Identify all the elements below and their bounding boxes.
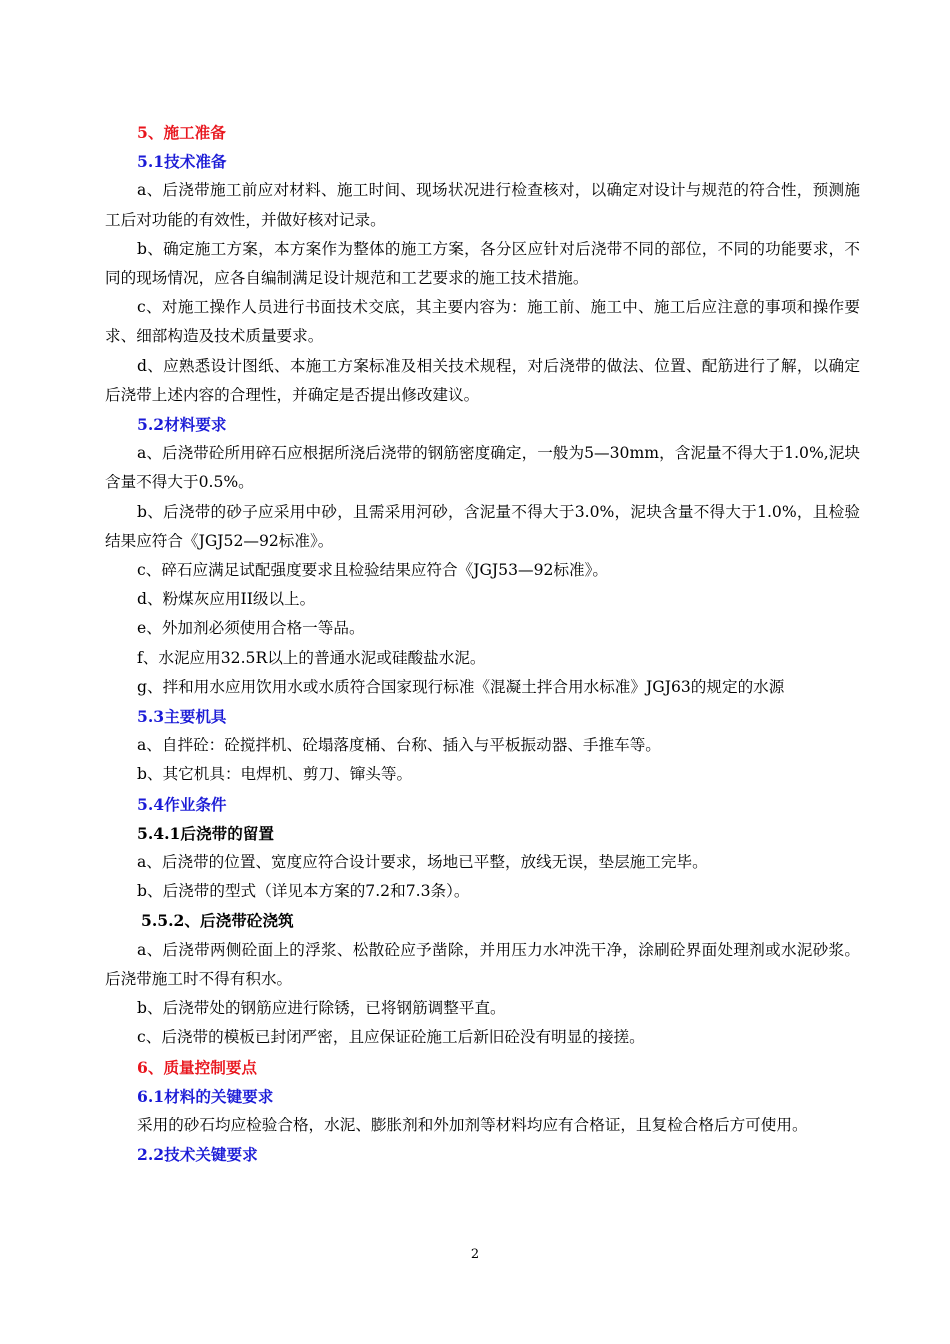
paragraph: a、后浇带的位置、宽度应符合设计要求，场地已平整，放线无误，垫层施工完毕。 xyxy=(137,853,708,872)
paragraph: e、外加剂必须使用合格一等品。 xyxy=(137,619,365,638)
paragraph: b、确定施工方案，本方案作为整体的施工方案，各分区应针对后浇带不同的部位，不同的功能要求，不同的现场情况，应各自编制满足设计规范和工艺要求的施工技术措施。 xyxy=(105,239,860,288)
document-body xyxy=(105,118,860,1169)
paragraph: f、水泥应用32.5R以上的普通水泥或硅酸盐水泥。 xyxy=(137,648,486,667)
paragraph: c、后浇带的模板已封闭严密，且应保证砼施工后新旧砼没有明显的接搓。 xyxy=(137,1028,645,1047)
paragraph: a、后浇带砼所用碎石应根据所浇后浇带的钢筋密度确定，一般为5—30mm，含泥量不得大于1.0%,泥块含量不得大于0.5%。 xyxy=(105,444,860,492)
paragraph: b、后浇带的砂子应采用中砂，且需采用河砂，含泥量不得大于3.0%，泥块含量不得大于1.0%，且检验结果应符合《JGJ52—92标准》。 xyxy=(105,502,860,550)
subsection-heading: 5.1技术准备 xyxy=(137,152,227,172)
paragraph: g、拌和用水应用饮用水或水质符合国家现行标准《混凝土拌合用水标准》JGJ63的规定的水源 xyxy=(137,677,785,696)
paragraph: b、后浇带处的钢筋应进行除锈，已将钢筋调整平直。 xyxy=(137,999,506,1018)
paragraph: a、后浇带施工前应对材料、施工时间、现场状况进行检查核对，以确定对设计与规范的符合性，预测施工后对功能的有效性，并做好核对记录。 xyxy=(105,181,860,229)
section-heading: 5、施工准备 xyxy=(137,123,226,142)
subsection-heading: 5.4作业条件 xyxy=(137,794,227,814)
paragraph: d、粉煤灰应用II级以上。 xyxy=(137,590,316,609)
paragraph: c、对施工操作人员进行书面技术交底，其主要内容为：施工前、施工中、施工后应注意的事项和操作要求、细部构造及技术质量要求。 xyxy=(105,298,860,346)
subsection-heading: 5.2材料要求 xyxy=(137,415,227,435)
paragraph: d、应熟悉设计图纸、本施工方案标准及相关技术规程，对后浇带的做法、位置、配筋进行了解，以确定后浇带上述内容的合理性，并确定是否提出修改建议。 xyxy=(105,356,860,404)
page-number: 2 xyxy=(470,1247,480,1262)
section-heading: 6、质量控制要点 xyxy=(137,1057,258,1077)
subsection-heading: 6.1材料的关键要求 xyxy=(137,1086,274,1106)
subsection-heading: 5.3主要机具 xyxy=(137,707,227,727)
paragraph: b、其它机具：电焊机、剪刀、镩头等。 xyxy=(137,765,413,784)
paragraph: a、后浇带两侧砼面上的浮浆、松散砼应予凿除，并用压力水冲洗干净，涂刷砼界面处理剂或水泥砂浆。后浇带施工时不得有积水。 xyxy=(105,940,860,988)
paragraph: a、自拌砼：砼搅拌机、砼塌落度桶、台称、插入与平板振动器、手推车等。 xyxy=(137,736,661,755)
paragraph: b、后浇带的型式（详见本方案的7.2和7.3条）。 xyxy=(137,882,470,901)
paragraph: c、碎石应满足试配强度要求且检验结果应符合《JGJ53—92标准》。 xyxy=(137,561,609,580)
paragraph: 采用的砂石均应检验合格，水泥、膨胀剂和外加剂等材料均应有合格证，且复检合格后方可使用。 xyxy=(137,1115,808,1134)
sub-subsection-heading: 5.4.1后浇带的留置 xyxy=(137,823,274,843)
sub-subsection-heading: 5.5.2、后浇带砼浇筑 xyxy=(141,911,294,931)
subsection-heading: 2.2技术关键要求 xyxy=(137,1145,258,1165)
